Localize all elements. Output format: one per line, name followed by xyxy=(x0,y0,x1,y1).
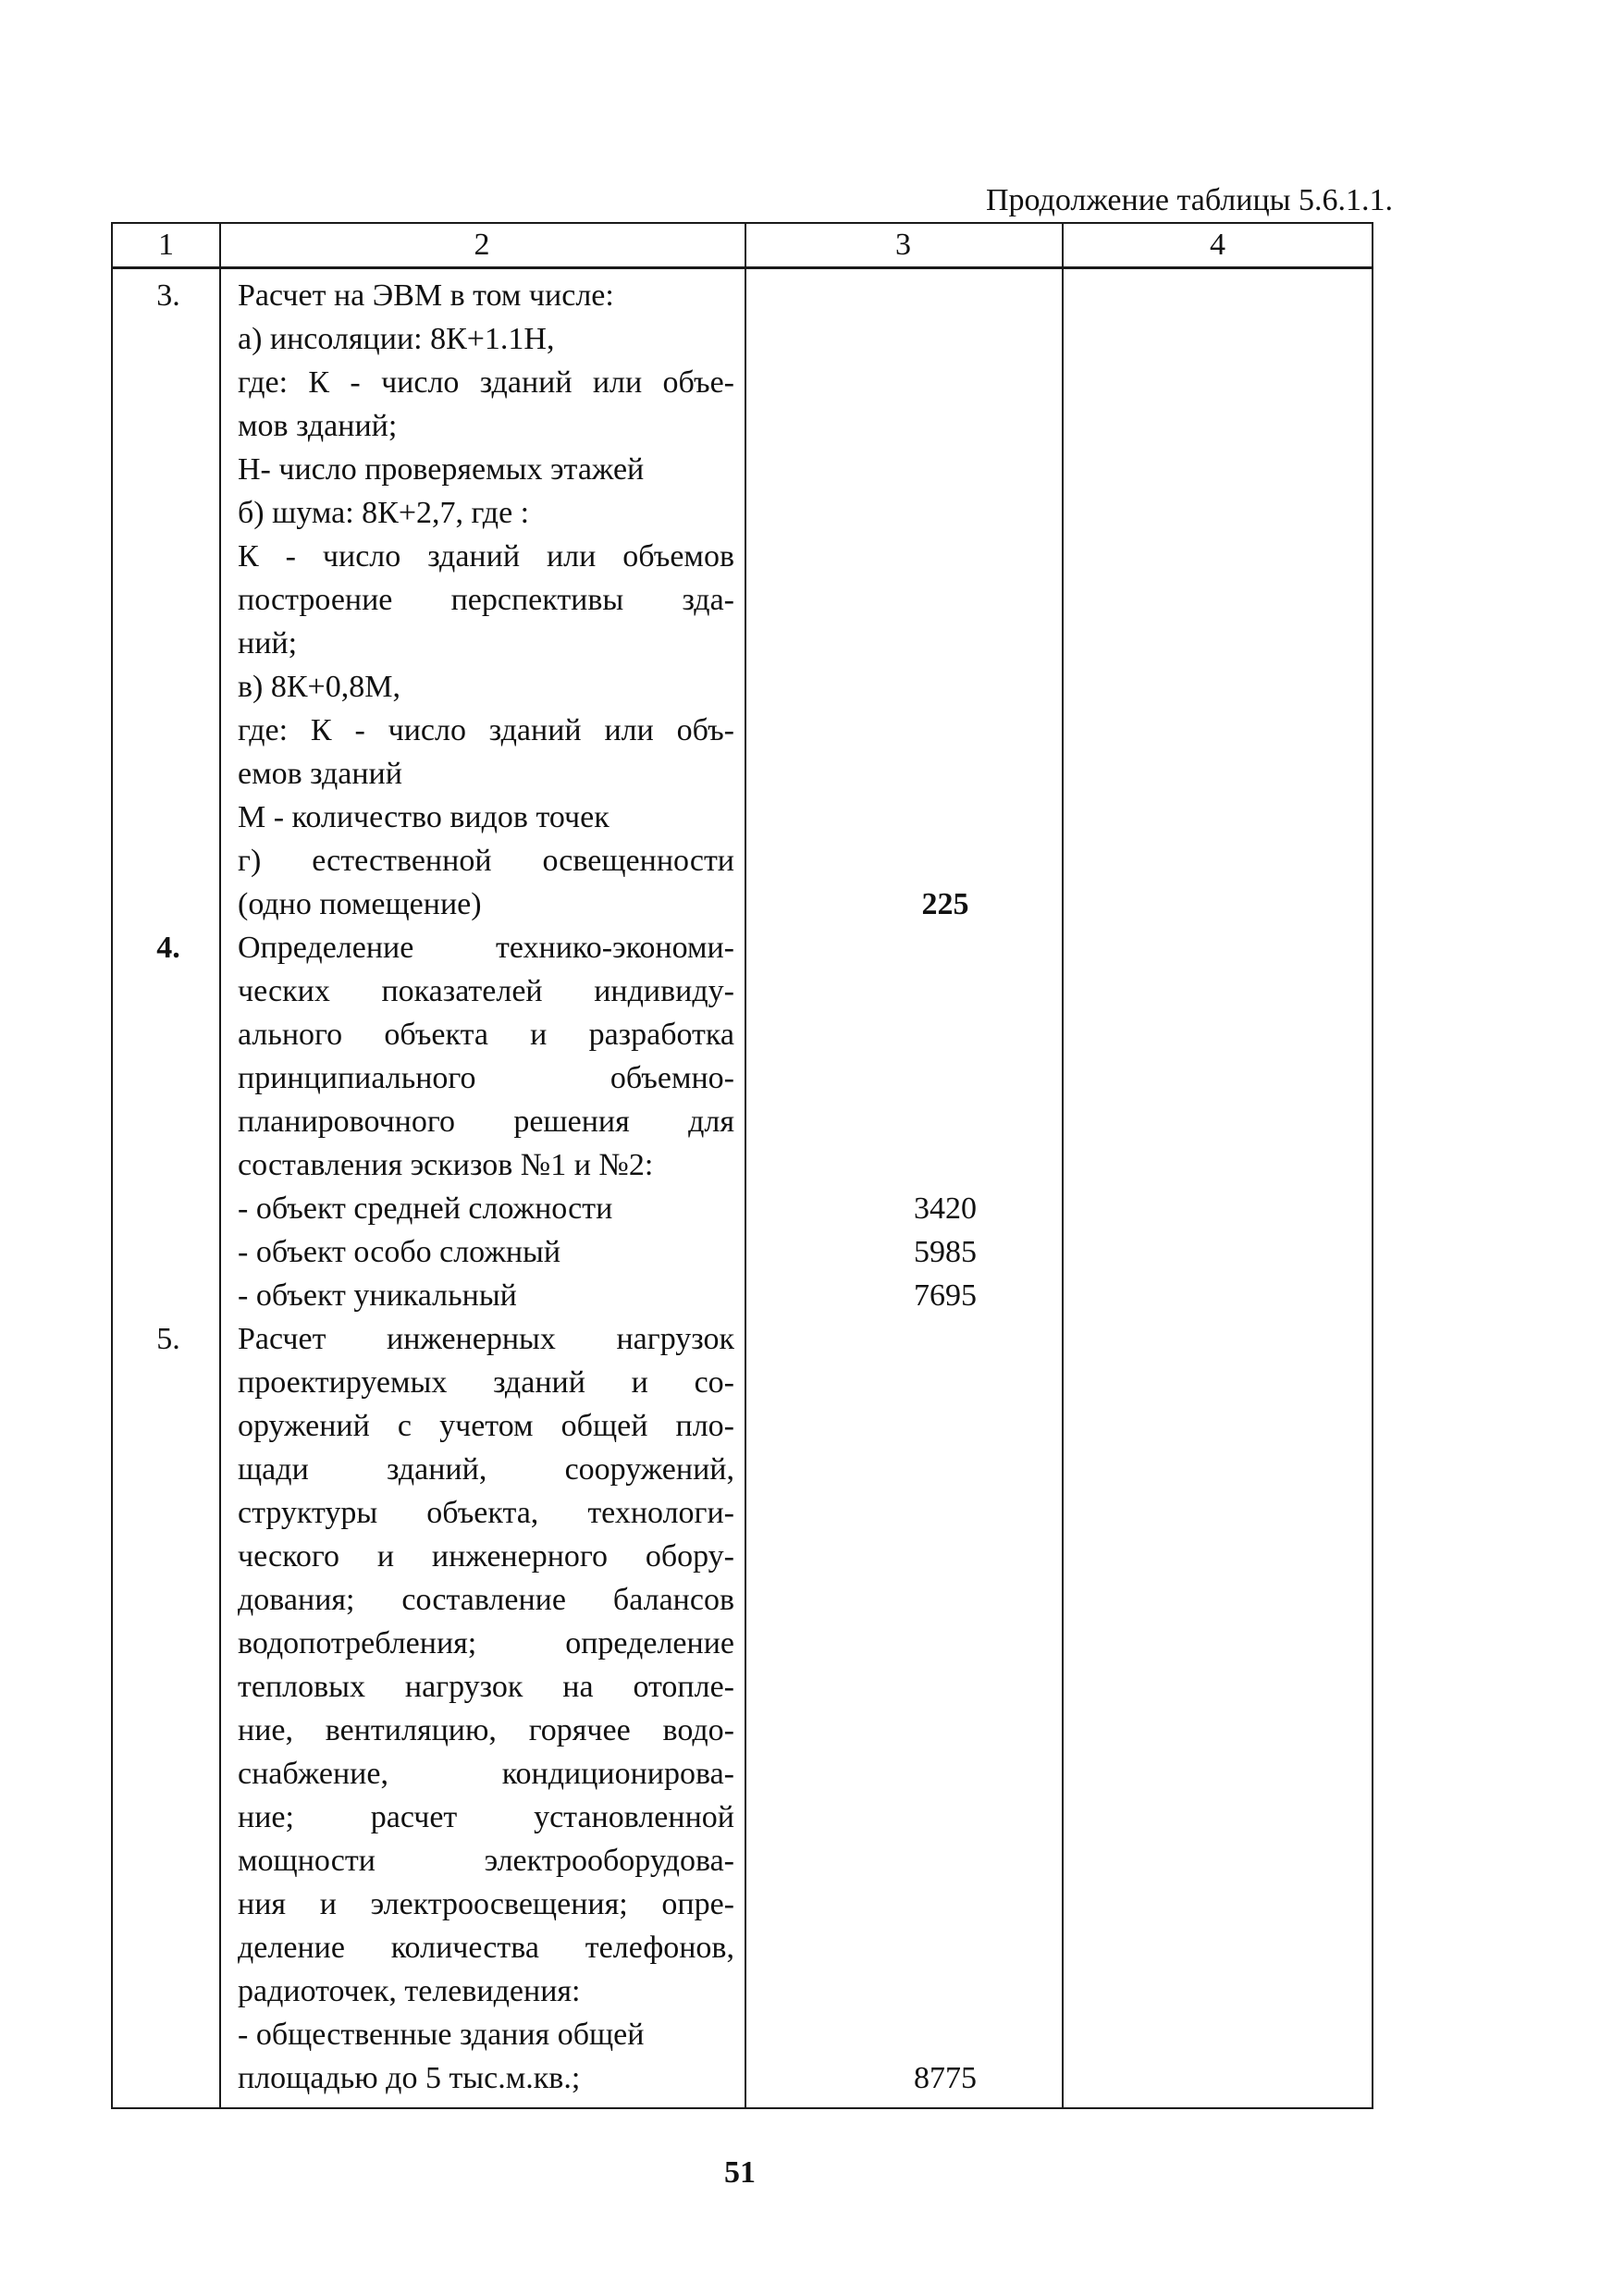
page-number: 51 xyxy=(724,2155,756,2190)
row5-line: деление количества телефонов, xyxy=(238,1931,734,1965)
row5-line: мощности электрооборудова- xyxy=(238,1844,734,1878)
column-divider-1 xyxy=(219,224,221,2107)
row5-line: ния и электроосвещения; опре- xyxy=(238,1887,734,1921)
row4-line: планировочного решения для xyxy=(238,1105,734,1139)
row3-line: построение перспективы зда- xyxy=(238,583,734,617)
row3-line: б) шума: 8К+2,7, где : xyxy=(238,496,530,530)
row3-line: (одно помещение) xyxy=(238,887,482,921)
row3-value: 225 xyxy=(921,887,969,921)
row5-line: дования; составление балансов xyxy=(238,1583,734,1617)
row3-line: ний; xyxy=(238,626,298,660)
row5-line: щади зданий, сооружений, xyxy=(238,1452,734,1487)
data-table xyxy=(111,222,1373,2109)
row4-line: ального объекта и разработка xyxy=(238,1018,734,1052)
row4-line: - объект средней сложности xyxy=(238,1191,613,1226)
row3-line: а) инсоляции: 8К+1.1Н, xyxy=(238,322,555,356)
row5-value: 8775 xyxy=(914,2061,977,2095)
row4-value-complex: 5985 xyxy=(914,1235,977,1269)
row4-line: принципиального объемно- xyxy=(238,1061,734,1095)
row-number-5: 5. xyxy=(156,1322,180,1356)
row5-line: - общественные здания общей xyxy=(238,2018,645,2052)
row5-line: структуры объекта, технологи- xyxy=(238,1496,734,1530)
row5-line: водопотребления; определение xyxy=(238,1626,734,1660)
table-continuation-caption: Продолжение таблицы 5.6.1.1. xyxy=(985,183,1393,217)
row5-line: площадью до 5 тыс.м.кв.; xyxy=(238,2061,581,2095)
row-number-3: 3. xyxy=(156,278,180,313)
row3-line: М - количество видов точек xyxy=(238,800,609,834)
row5-line: Расчет инженерных нагрузок xyxy=(238,1322,734,1356)
row4-line: Определение технико-экономи- xyxy=(238,931,734,965)
row5-line: проектируемых зданий и со- xyxy=(238,1365,734,1400)
row-number-4: 4. xyxy=(156,931,180,965)
row3-line: в) 8К+0,8М, xyxy=(238,670,400,704)
row5-line: снабжение, кондиционирова- xyxy=(238,1757,734,1791)
row5-line: оружений с учетом общей пло- xyxy=(238,1409,734,1443)
row5-line: ческого и инженерного обору- xyxy=(238,1539,734,1574)
row4-value-medium: 3420 xyxy=(914,1191,977,1226)
row4-line: - объект особо сложный xyxy=(238,1235,561,1269)
header-col-4: 4 xyxy=(1210,228,1225,262)
row3-line: Н- число проверяемых этажей xyxy=(238,452,645,487)
column-divider-2 xyxy=(745,224,746,2107)
row3-line: емов зданий xyxy=(238,757,402,791)
row3-line: г) естественной освещенности xyxy=(238,844,734,878)
row4-value-unique: 7695 xyxy=(914,1278,977,1313)
row4-line: ческих показателей индивиду- xyxy=(238,974,734,1008)
row5-line: ние; расчет установленной xyxy=(238,1800,734,1834)
column-divider-3 xyxy=(1062,224,1064,2107)
row3-line: К - число зданий или объемов xyxy=(238,539,734,574)
description-column xyxy=(238,274,734,2100)
row3-line: где: К - число зданий или объе- xyxy=(238,365,734,400)
header-col-2: 2 xyxy=(474,228,490,262)
row4-line: - объект уникальный xyxy=(238,1278,517,1313)
row3-line: Расчет на ЭВМ в том числе: xyxy=(238,278,614,313)
row3-line: где: К - число зданий или объ- xyxy=(238,713,734,747)
header-col-3: 3 xyxy=(895,228,911,262)
header-col-1: 1 xyxy=(158,228,174,262)
row3-line: мов зданий; xyxy=(238,409,398,443)
row5-line: тепловых нагрузок на отопле- xyxy=(238,1670,734,1704)
row5-line: ние, вентиляцию, горячее водо- xyxy=(238,1713,734,1747)
row4-line: составления эскизов №1 и №2: xyxy=(238,1148,654,1182)
row5-line: радиоточек, телевидения: xyxy=(238,1974,581,2008)
